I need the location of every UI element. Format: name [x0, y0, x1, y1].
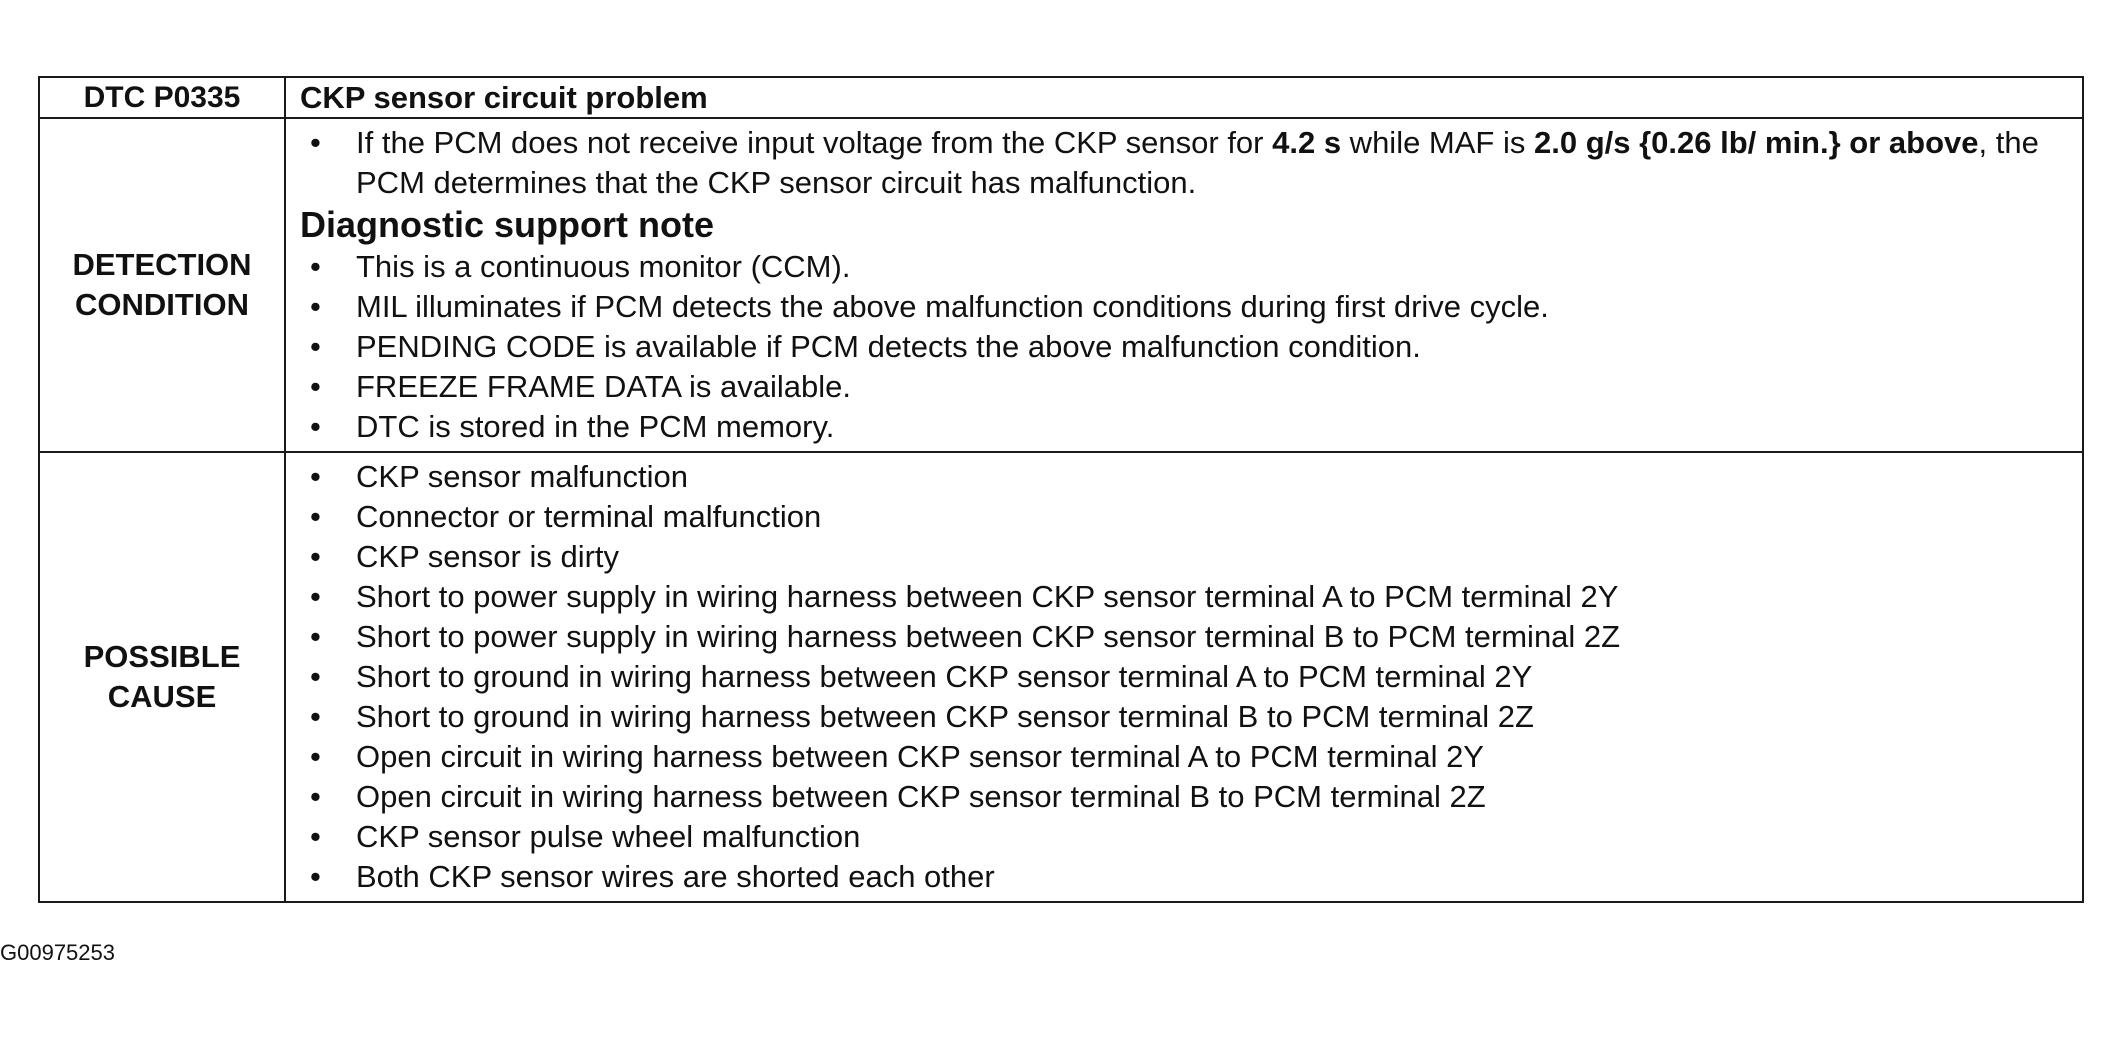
detection-label-line2: CONDITION — [75, 287, 249, 322]
cause-label-line1: POSSIBLE — [83, 639, 241, 674]
list-item: • CKP sensor malfunction — [300, 457, 2068, 497]
possible-cause-label — [39, 452, 285, 902]
intro-text-3: , the PCM determines that the CKP sensor circuit has malfunction. — [356, 125, 2039, 200]
intro-bold-maf: 2.0 g/s {0.26 lb/ min.} or above — [1533, 125, 1979, 160]
detection-intro-list — [300, 123, 2068, 203]
list-item: • FREEZE FRAME DATA is available. — [300, 367, 2068, 407]
detection-label-line1: DETECTION — [72, 247, 252, 282]
intro-bold-time: 4.2 s — [1272, 125, 1342, 160]
list-item: • MIL illuminates if PCM detects the above malfunction conditions during first drive cycle. — [300, 287, 2068, 327]
cause-label-line2: CAUSE — [107, 679, 217, 714]
list-item: • Open circuit in wiring harness between CKP sensor terminal A to PCM terminal 2Y — [300, 737, 2068, 777]
intro-text-1: If the PCM does not receive input voltage from the CKP sensor for — [356, 125, 1273, 160]
dtc-table — [38, 76, 2084, 903]
detection-condition-body — [285, 118, 2083, 452]
figure-id: G00975253 — [0, 940, 115, 965]
list-item: • This is a continuous monitor (CCM). — [300, 247, 2068, 287]
list-item: • Short to ground in wiring harness between CKP sensor terminal A to PCM terminal 2Y — [300, 657, 2068, 697]
diagnostic-note-heading: Diagnostic support note — [300, 204, 714, 245]
detection-intro-item — [300, 123, 2068, 203]
detection-condition-label — [39, 118, 285, 452]
list-item: • CKP sensor pulse wheel malfunction — [300, 817, 2068, 857]
list-item: • CKP sensor is dirty — [300, 537, 2068, 577]
dtc-title: CKP sensor circuit problem — [285, 77, 2083, 118]
list-item: • Short to power supply in wiring harness between CKP sensor terminal A to PCM terminal 2Y — [300, 577, 2068, 617]
list-item: • Connector or terminal malfunction — [300, 497, 2068, 537]
list-item: • Open circuit in wiring harness between CKP sensor terminal B to PCM terminal 2Z — [300, 777, 2068, 817]
list-item: • DTC is stored in the PCM memory. — [300, 407, 2068, 447]
dtc-code: DTC P0335 — [39, 77, 285, 118]
diagnostic-notes-list — [300, 247, 2068, 447]
possible-cause-body — [285, 452, 2083, 902]
list-item: • Short to power supply in wiring harness between CKP sensor terminal B to PCM terminal 2Z — [300, 617, 2068, 657]
intro-text-2: while MAF is — [1341, 125, 1534, 160]
list-item: • Both CKP sensor wires are shorted each other — [300, 857, 2068, 897]
list-item: • Short to ground in wiring harness between CKP sensor terminal B to PCM terminal 2Z — [300, 697, 2068, 737]
detection-condition-row — [39, 118, 2083, 452]
possible-cause-row — [39, 452, 2083, 902]
list-item: • PENDING CODE is available if PCM detects the above malfunction condition. — [300, 327, 2068, 367]
possible-cause-list — [300, 457, 2068, 897]
header-row — [39, 77, 2083, 118]
